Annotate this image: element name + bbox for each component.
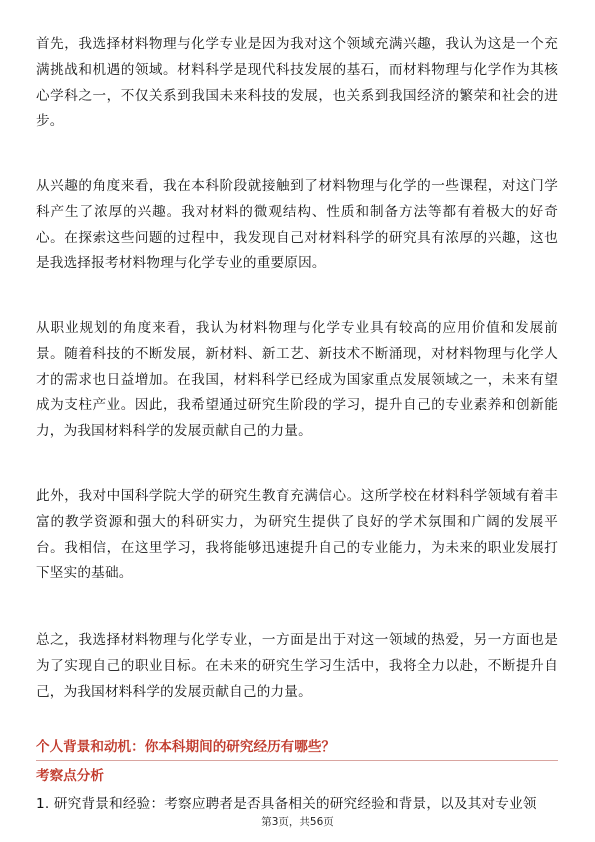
paragraph-1: 首先，我选择材料物理与化学专业是因为我对这个领域充满兴趣，我认为这是一个充满挑战和机遇的领域。材料科学是现代科技发展的基石，而材料物理与化学作为其核心学科之一，不仅关系到我国未来科技的发展，也关系到我国经济的繁荣和社会的进步。: [36, 36, 558, 130]
paragraph-4: 此外，我对中国科学院大学的研究生教育充满信心。这所学校在材料科学领域有着丰富的教学资源和强大的科研实力，为研究生提供了良好的学术氛围和广阔的发展平台。我相信，在这里学习，我将能够迅速提升自己的专业能力，为未来的职业发展打下坚实的基础。: [36, 488, 558, 582]
analysis-point-1: 1. 研究背景和经验：考察应聘者是否具备相关的研究经验和背景，以及其对专业领: [36, 796, 537, 812]
paragraph-3: 从职业规划的角度来看，我认为材料物理与化学专业具有较高的应用价值和发展前景。随着科技的不断发展，新材料、新工艺、新技术不断涌现，对材料物理与化学人才的需求也日益增加。在我国，材料科学已经成为国家重点发展领域之一，未来有望成为支柱产业。因此，我希望通过研究生阶段的学习，提升自己的专业素养和创新能力，为我国材料科学的发展贡献自己的力量。: [36, 320, 558, 440]
heading-divider: [36, 760, 558, 761]
page-number: 第3页，共56页: [261, 816, 334, 828]
paragraph-2: 从兴趣的角度来看，我在本科阶段就接触到了材料物理与化学的一些课程，对这门学科产生了浓厚的兴趣。我对材料的微观结构、性质和制备方法等都有着极大的好奇心。在探索这些问题的过程中，我发现自己对材料科学的研究具有浓厚的兴趣，这也是我选择报考材料物理与化学专业的重要原因。: [36, 178, 558, 272]
paragraph-5: 总之，我选择材料物理与化学专业，一方面是出于对这一领域的热爱，另一方面也是为了实现自己的职业目标。在未来的研究生学习生活中，我将全力以赴，不断提升自己，为我国材料科学的发展贡献自己的力量。: [36, 632, 558, 700]
analysis-heading: 考察点分析: [36, 768, 104, 784]
question-heading: 个人背景和动机：你本科期间的研究经历有哪些？: [36, 739, 336, 755]
